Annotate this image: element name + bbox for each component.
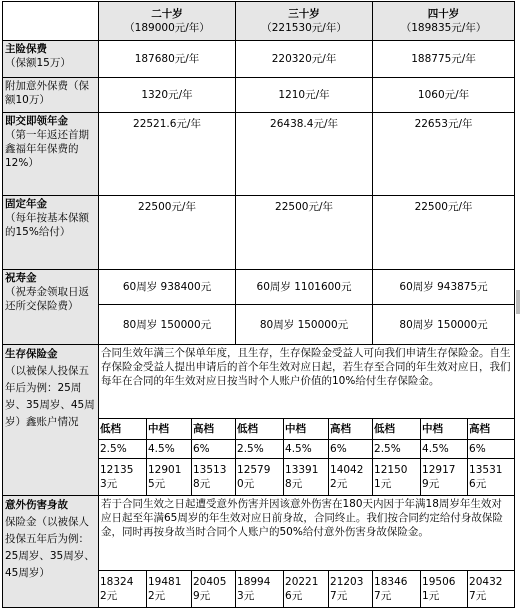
value-part: 12150	[374, 464, 408, 477]
value-part: 3元	[237, 589, 255, 602]
scrollbar-thumb[interactable]	[516, 290, 520, 314]
row-subtitle: （祝寿金领取日返还所交保险费）	[5, 286, 89, 313]
value-cell: 188775元/年	[373, 41, 515, 78]
level-cell: 高档	[192, 419, 236, 440]
row-subtitle: （每年按基本保额的15%给付）	[5, 212, 89, 239]
row-subtitle: 保险金（以被保人投保五年后为例：25周岁、35周岁、45周岁）	[5, 516, 95, 580]
death-benefit-cell	[373, 570, 421, 607]
value-part: 18324	[100, 575, 134, 588]
rate-cell: 2.5%	[373, 439, 421, 459]
death-benefit-cell	[192, 570, 236, 607]
survival-description-row	[3, 344, 515, 418]
header-age-40	[373, 2, 515, 41]
rate-cell: 2.5%	[236, 439, 284, 459]
row-label	[3, 113, 99, 196]
value-part: 18994	[237, 575, 271, 588]
rate-cell: 6%	[192, 439, 236, 459]
age-label: 三十岁	[288, 8, 320, 21]
death-benefit-cell	[236, 570, 284, 607]
birthday-gift-row-60	[3, 270, 515, 305]
annual-premium: （189835元/年）	[400, 22, 487, 35]
rate-cell: 6%	[468, 439, 515, 459]
value-part: 5元	[148, 478, 166, 491]
value-cell: 60周岁 1101600元	[236, 270, 373, 305]
row-label	[3, 496, 99, 608]
value-cell: 22500元/年	[99, 196, 236, 270]
row-title: 主险保费	[5, 43, 47, 56]
death-benefit-cell	[468, 570, 515, 607]
account-value-cell	[284, 459, 329, 496]
value-cell: 187680元/年	[99, 41, 236, 78]
account-value-cell	[468, 459, 515, 496]
value-part: 8元	[193, 478, 211, 491]
death-benefit-cell	[421, 570, 468, 607]
value-part: 20405	[193, 575, 227, 588]
value-part: 6元	[469, 478, 487, 491]
value-part: 13513	[193, 464, 227, 477]
value-part: 20221	[285, 575, 319, 588]
row-title: 固定年金	[5, 198, 47, 211]
value-part: 1元	[422, 589, 440, 602]
value-part: 18346	[374, 575, 408, 588]
value-cell: 80周岁 150000元	[99, 305, 236, 344]
account-value-cell	[421, 459, 468, 496]
row-title: 即交即领年金	[5, 115, 68, 128]
value-part: 9元	[193, 589, 211, 602]
value-part: 7元	[330, 589, 348, 602]
death-benefit-cell	[99, 570, 147, 607]
value-part: 3元	[100, 478, 118, 491]
level-cell: 中档	[421, 419, 468, 440]
value-part: 2元	[100, 589, 118, 602]
row-subtitle: （第一年返还首期鑫福年年保费的12%）	[5, 129, 89, 170]
rate-cell: 6%	[329, 439, 373, 459]
value-part: 19506	[422, 575, 456, 588]
rate-cell: 2.5%	[99, 439, 147, 459]
immediate-annuity-row	[3, 113, 515, 196]
description-text: 若于合同生效之日起遭受意外伤害并因该意外伤害在180天内因于年满18周岁年生效对应日起至年满65周岁的年生效对应日前身故，合同终止。我们按合同约定给付身故保险金，同时再按身故当时合同个人账户的50%给付意外伤害身故保险金。	[99, 496, 515, 570]
death-benefit-cell	[147, 570, 192, 607]
value-part: 7元	[469, 589, 487, 602]
account-value-cell	[329, 459, 373, 496]
value-part: 2元	[330, 478, 348, 491]
level-cell: 高档	[468, 419, 515, 440]
value-part: 21203	[330, 575, 364, 588]
row-label: 附加意外保费（保额10万）	[3, 78, 99, 113]
annual-premium: （221530元/年）	[261, 22, 347, 35]
value-part: 9元	[422, 478, 440, 491]
accident-insurance-row	[3, 78, 515, 113]
rate-cell: 4.5%	[421, 439, 468, 459]
row-title: 意外伤害身故	[5, 499, 68, 512]
value-cell: 22500元/年	[236, 196, 373, 270]
row-label	[3, 344, 99, 496]
value-cell: 80周岁 150000元	[373, 305, 515, 344]
row-label	[3, 196, 99, 270]
value-cell: 1320元/年	[99, 78, 236, 113]
annual-premium: （189000元/年）	[124, 22, 210, 35]
account-value-cell	[236, 459, 284, 496]
header-row	[3, 2, 515, 41]
fixed-annuity-row	[3, 196, 515, 270]
death-benefit-cell	[284, 570, 329, 607]
value-cell: 80周岁 150000元	[236, 305, 373, 344]
value-part: 6元	[285, 589, 303, 602]
value-cell: 22653元/年	[373, 113, 515, 196]
value-cell: 1060元/年	[373, 78, 515, 113]
header-age-30	[236, 2, 373, 41]
level-cell: 高档	[329, 419, 373, 440]
value-part: 12917	[422, 464, 456, 477]
header-empty-cell	[3, 2, 99, 41]
row-title: 生存保险金	[5, 347, 58, 360]
accident-death-description-row	[3, 496, 515, 570]
row-title: 祝寿金	[5, 272, 37, 285]
age-label: 四十岁	[427, 8, 460, 21]
description-text: 合同生效年满三个保单年度，且生存，生存保险金受益人可向我们申请生存保险金。自生存保险金受益人提出申请后的首个年生效对应日起，若生存至合同的年生效对应日，我们每年在合同的年生效对应日按当时个人账户价值的10%给付生存保险金。	[99, 344, 515, 418]
rate-cell: 4.5%	[147, 439, 192, 459]
level-cell: 中档	[284, 419, 329, 440]
value-part: 8元	[285, 478, 303, 491]
account-value-cell	[147, 459, 192, 496]
value-part: 0元	[237, 478, 255, 491]
row-subtitle: （以被保人投保五年后为例：25周岁、35周岁、45周岁）鑫账户情况	[5, 364, 95, 428]
value-part: 12901	[148, 464, 182, 477]
value-part: 1元	[374, 478, 392, 491]
main-insurance-row	[3, 41, 515, 78]
age-label: 二十岁	[151, 8, 183, 21]
row-label	[3, 41, 99, 78]
value-part: 13391	[285, 464, 319, 477]
value-part: 14042	[330, 464, 364, 477]
value-cell: 60周岁 943875元	[373, 270, 515, 305]
value-cell: 26438.4元/年	[236, 113, 373, 196]
value-cell: 60周岁 938400元	[99, 270, 236, 305]
value-part: 12135	[100, 464, 134, 477]
level-cell: 低档	[373, 419, 421, 440]
rate-cell: 4.5%	[284, 439, 329, 459]
value-part: 12579	[237, 464, 271, 477]
value-cell: 22500元/年	[373, 196, 515, 270]
death-benefit-cell	[329, 570, 373, 607]
account-value-cell	[192, 459, 236, 496]
value-cell: 22521.6元/年	[99, 113, 236, 196]
value-cell: 220320元/年	[236, 41, 373, 78]
value-part: 7元	[374, 589, 392, 602]
value-cell: 1210元/年	[236, 78, 373, 113]
insurance-comparison-table	[2, 1, 515, 608]
level-cell: 中档	[147, 419, 192, 440]
header-age-20	[99, 2, 236, 41]
value-part: 19481	[148, 575, 182, 588]
row-label	[3, 270, 99, 344]
level-cell: 低档	[99, 419, 147, 440]
value-part: 20432	[469, 575, 503, 588]
account-value-cell	[99, 459, 147, 496]
level-cell: 低档	[236, 419, 284, 440]
row-subtitle: （保额15万）	[5, 57, 71, 70]
value-part: 2元	[148, 589, 166, 602]
value-part: 13531	[469, 464, 503, 477]
account-value-cell	[373, 459, 421, 496]
